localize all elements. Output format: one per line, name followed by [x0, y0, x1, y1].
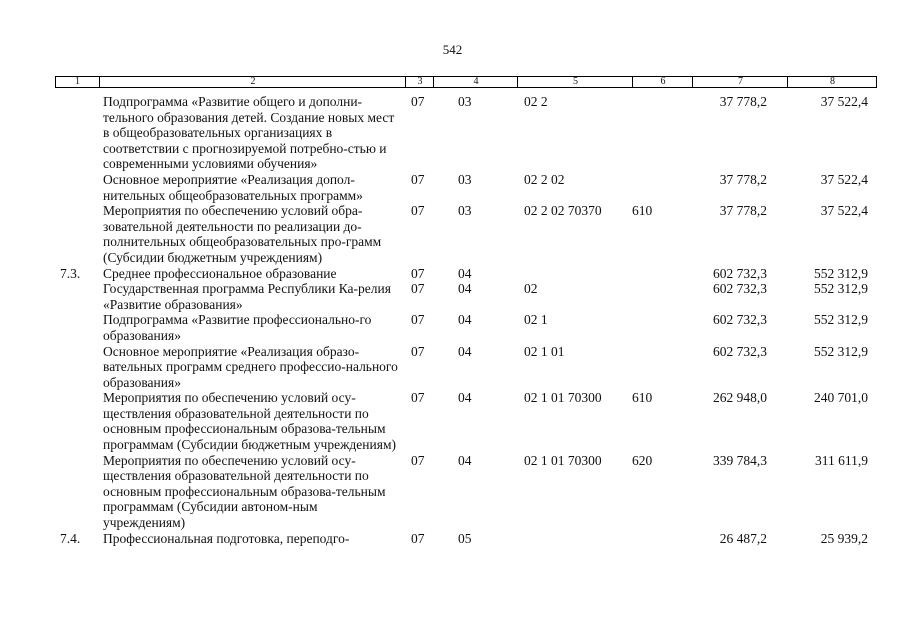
- row-section: 07: [411, 390, 425, 406]
- table-row: [0, 172, 905, 203]
- row-amount-1: 602 732,3: [713, 343, 767, 359]
- table-row: [0, 453, 905, 531]
- row-number: 7.3.: [60, 265, 81, 281]
- row-expense-type: 610: [632, 203, 653, 219]
- row-number: 7.4.: [60, 530, 81, 546]
- row-name: Государственная программа Республики Ка-релия «Развитие образования»: [103, 281, 391, 312]
- row-target-article: 02 1 01: [524, 343, 565, 359]
- row-amount-1: 37 778,2: [719, 171, 767, 187]
- row-amount-1: 602 732,3: [713, 312, 767, 328]
- row-section: 07: [411, 203, 425, 219]
- header-col-3: 3: [405, 77, 434, 87]
- row-subsection: 04: [458, 390, 472, 406]
- row-name: Основное мероприятие «Реализация образо-вательных программ среднего профессио-нального образования»: [103, 343, 398, 390]
- row-amount-2: 25 939,2: [820, 530, 868, 546]
- row-amount-1: 602 732,3: [713, 281, 767, 297]
- row-name: Мероприятия по обеспечению условий осу-ществления образовательной деятельности по основным профессиональным образова-тельным программам (Субсидии автоном-ным учреждениям): [103, 452, 386, 531]
- table-row: [0, 281, 905, 312]
- row-target-article: 02 1 01 70300: [524, 452, 602, 468]
- header-col-7: 7: [692, 77, 788, 87]
- row-name: Профессиональная подготовка, переподго-: [103, 530, 350, 546]
- row-amount-2: 552 312,9: [814, 312, 868, 328]
- row-target-article: 02 2 02 70370: [524, 203, 602, 219]
- row-section: 07: [411, 343, 425, 359]
- table-row: [0, 312, 905, 343]
- row-subsection: 03: [458, 171, 472, 187]
- row-amount-2: 552 312,9: [814, 281, 868, 297]
- row-subsection: 04: [458, 265, 472, 281]
- row-amount-2: 37 522,4: [820, 171, 868, 187]
- table-row: [0, 266, 905, 282]
- row-target-article: 02: [524, 281, 538, 297]
- row-subsection: 05: [458, 530, 472, 546]
- row-section: 07: [411, 171, 425, 187]
- table-row: [0, 94, 905, 172]
- row-amount-2: 240 701,0: [814, 390, 868, 406]
- row-name: Подпрограмма «Развитие профессионально-го образования»: [103, 312, 372, 343]
- row-section: 07: [411, 452, 425, 468]
- row-subsection: 04: [458, 312, 472, 328]
- row-amount-2: 37 522,4: [820, 203, 868, 219]
- row-amount-1: 262 948,0: [713, 390, 767, 406]
- row-name: Среднее профессиональное образование: [103, 265, 337, 281]
- header-col-6: 6: [632, 77, 693, 87]
- header-col-5: 5: [517, 77, 633, 87]
- row-amount-1: 37 778,2: [719, 203, 767, 219]
- row-amount-2: 552 312,9: [814, 265, 868, 281]
- row-expense-type: 620: [632, 452, 653, 468]
- row-section: 07: [411, 281, 425, 297]
- table-row: [0, 390, 905, 452]
- table-header: [55, 76, 877, 88]
- table-row: [0, 344, 905, 391]
- row-subsection: 04: [458, 452, 472, 468]
- row-amount-1: 26 487,2: [719, 530, 767, 546]
- row-amount-2: 37 522,4: [820, 94, 868, 109]
- row-target-article: 02 1 01 70300: [524, 390, 602, 406]
- row-target-article: 02 2 02: [524, 171, 565, 187]
- table-body: [0, 94, 905, 546]
- table-row: [0, 203, 905, 265]
- row-subsection: 04: [458, 281, 472, 297]
- row-amount-1: 339 784,3: [713, 452, 767, 468]
- row-subsection: 03: [458, 203, 472, 219]
- header-col-8: 8: [787, 77, 877, 87]
- row-name: Мероприятия по обеспечению условий осу-ществления образовательной деятельности по основным профессиональным образова-тельным программам (Субсидии бюджетным учреждениям): [103, 390, 396, 453]
- header-col-4: 4: [433, 77, 518, 87]
- row-subsection: 04: [458, 343, 472, 359]
- row-name: Подпрограмма «Развитие общего и дополни-тельного образования детей. Создание новых мест в общеобразовательных организациях в соответствии с прогнозируемой потребно-стью и современными условиями обучения»: [103, 94, 395, 172]
- row-section: 07: [411, 94, 425, 109]
- row-target-article: 02 1: [524, 312, 548, 328]
- header-col-2: 2: [99, 77, 406, 87]
- row-target-article: 02 2: [524, 94, 548, 109]
- row-name: Мероприятия по обеспечению условий обра-зовательной деятельности по реализации до-полнительных общеобразовательных про-грамм (Субсидии бюджетным учреждениям): [103, 203, 382, 265]
- row-amount-2: 311 611,9: [815, 452, 868, 468]
- row-subsection: 03: [458, 94, 472, 109]
- row-amount-2: 552 312,9: [814, 343, 868, 359]
- row-amount-1: 37 778,2: [719, 94, 767, 109]
- row-section: 07: [411, 265, 425, 281]
- row-section: 07: [411, 530, 425, 546]
- row-amount-1: 602 732,3: [713, 265, 767, 281]
- row-name: Основное мероприятие «Реализация допол-нительных общеобразовательных программ»: [103, 171, 363, 203]
- row-section: 07: [411, 312, 425, 328]
- header-col-1: 1: [75, 76, 80, 87]
- table-row: [0, 531, 905, 547]
- page-number: 542: [442, 42, 463, 57]
- row-expense-type: 610: [632, 390, 653, 406]
